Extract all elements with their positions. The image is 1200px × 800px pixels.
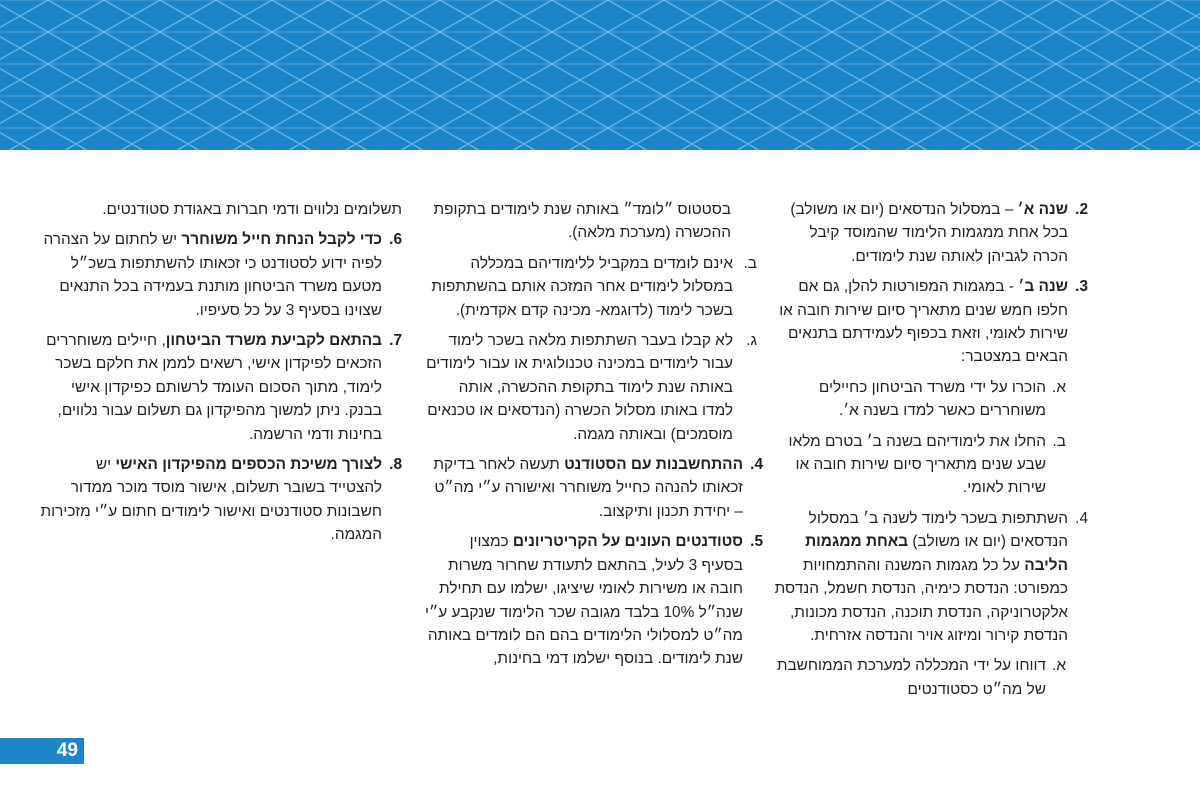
item-text: יש לחתום על הצהרה לפיה ידוע לסטודנט כי זכאותו להשתתפות בשכ״ל מטעם משרד הביטחון מותנת בעמידה בכל התנאים שצוינו בסעיף 3 על כל סעיפיו.	[43, 231, 382, 319]
item-text: השתתפות בשכר לימוד לשנה ב׳ במסלול הנדסאים (יום או משולב)	[808, 509, 1068, 551]
list-item-6	[40, 228, 402, 322]
sub-text: החלו את לימודיהם בשנה ב׳ בטרם מלאו שבע שנים מתאריך סיום שירות חובה או שירות לאומי.	[788, 432, 1046, 497]
item-number: 8.	[389, 456, 402, 474]
item-text: – במסלול הנדסאים (יום או משולב) בכל אחת ממגמות הלימוד שהמוסד קיבל הכרה לגביהן לאותה שנת לימודים.	[790, 201, 1068, 265]
sub-item-3b	[770, 430, 1088, 500]
sub-item-b	[425, 252, 763, 322]
sub-text: דווחו על ידי המכללה למערכת הממוחשבת של מה״ט כסטודנטים	[776, 657, 1046, 698]
item-text: על כל מגמות המשנה וההתמחויות כמפורט: הנדסת כימיה, הנדסת חשמל, הנדסת אלקטרוניקה, הנדסת תוכנה, הנדסת מכונות, הנדסת קירור ומיזוג אויר והנדסה אזרחית.	[774, 556, 1068, 644]
sub-letter: א.	[1052, 657, 1066, 675]
page-number	[0, 738, 84, 764]
item-heading: ההתחשבנות עם הסטודנט	[564, 456, 743, 474]
item-number: 6.	[389, 231, 402, 249]
continued-text: תשלומים נלווים ודמי חברות באגודת סטודנטים.	[102, 201, 402, 218]
diamond-pattern	[0, 0, 1200, 150]
list-item-8	[40, 453, 402, 547]
sub-item-3a	[770, 376, 1088, 423]
column-right	[770, 198, 1088, 708]
column-left	[40, 198, 402, 554]
item-text: יש להצטייד בשובר תשלום, אישור מוסד מוכר ממדור חשבונות סטודנטים ואישור לימודים חתום ע״י מזכירות המגמה.	[40, 456, 382, 544]
item-heading: בהתאם לקביעת משרד הביטחון	[165, 332, 382, 350]
list-item-7	[40, 329, 402, 446]
header-banner	[0, 0, 1200, 150]
item-text: - במגמות המפורטות להלן, גם אם חלפו חמש שנים מתאריך סיום שירות חובה או שירות לאומי, וזאת בכפוף לעמידתם בתנאים הבאים במצטבר:	[779, 278, 1068, 366]
item-heading: לצורך משיכת הכספים מהפיקדון האישי	[115, 456, 382, 474]
item-number: 4.	[750, 456, 763, 474]
item-number: 4.	[1075, 509, 1088, 527]
item-heading: סטודנטים העונים על הקריטריונים	[512, 533, 743, 551]
sub-letter: ב.	[1052, 432, 1066, 450]
sub-text: אינם לומדים במקביל ללימודיהם במכללה במסלול לימודים אחר המזכה אותם בהשתתפות בשכר לימוד (לדוגמא- מכינה קדם אקדמית).	[431, 254, 733, 319]
sub-text: לא קבלו בעבר השתתפות מלאה בשכר לימוד עבור לימודים במכינה טכנולוגית או עבור לימודים באותה שנת לימוד בתקופת ההכשרה, אותה למדו באותו מסלול הכשרה (הנדסאים או טכנאים מוסמכים) ובאותה מגמה.	[426, 332, 733, 443]
item-heading: שנה א׳	[1017, 201, 1068, 218]
list-item-4	[770, 507, 1088, 647]
item-number: 3.	[1075, 278, 1088, 296]
list-item-5	[425, 530, 763, 670]
sub-letter: א.	[1052, 378, 1066, 396]
item-text: תעשה לאחר בדיקת זכאותו להנהה כחייל משוחרר ואישורה ע״י מה״ט – יחידת תכנון ותיקצוב.	[433, 456, 743, 520]
item-heading: באחת ממגמות הליבה	[805, 533, 1068, 574]
item-number: 2.	[1075, 201, 1088, 218]
item-text: כמצוין בסעיף 3 לעיל, בהתאם לתעודת שחרור משרות חובה או משירות לאומי שיציגו, ישלמו עם תחילת שנה״ל 10% בלבד מגובה שכר הלימוד שנקבע ע״י מה״ט למסלולי הלימודים בהם הם לומדים באותה שנת לימודים. בנוסף ישלמו דמי בחינות,	[424, 533, 743, 668]
sub-letter: ג.	[746, 332, 757, 350]
list-item-3	[770, 275, 1088, 369]
sub-letter: ב.	[743, 254, 757, 272]
item-text: , חיילים משוחררים הזכאים לפיקדון אישי, רשאים לממן את חלקם בשכר לימוד, מתוך הסכום העומד לרשותם כפיקדון אישי בבנק. ניתן למשוך מהפיקדון גם תשלום עבור נלווים, בחינות ודמי הרשמה.	[46, 332, 382, 443]
sub-item-c	[425, 329, 763, 446]
item-heading: כדי לקבל הנחת חייל משוחרר	[181, 231, 382, 249]
item-heading: שנה ב׳	[1018, 278, 1068, 296]
item-number: 7.	[389, 332, 402, 350]
list-item-4	[425, 453, 763, 523]
sub-item-4a	[770, 654, 1088, 701]
sub-text: הוכרו על ידי משרד הביטחון כחיילים משוחררים כאשר למדו בשנה א׳.	[818, 378, 1046, 420]
page-number-text: 49	[56, 740, 78, 761]
continued-text: בסטטוס ״לומד״ באותה שנת לימודים בתקופת ההכשרה (מערכת מלאה).	[433, 201, 731, 242]
item-number: 5.	[750, 533, 763, 551]
list-item-2	[770, 198, 1088, 268]
column-middle	[425, 198, 763, 678]
